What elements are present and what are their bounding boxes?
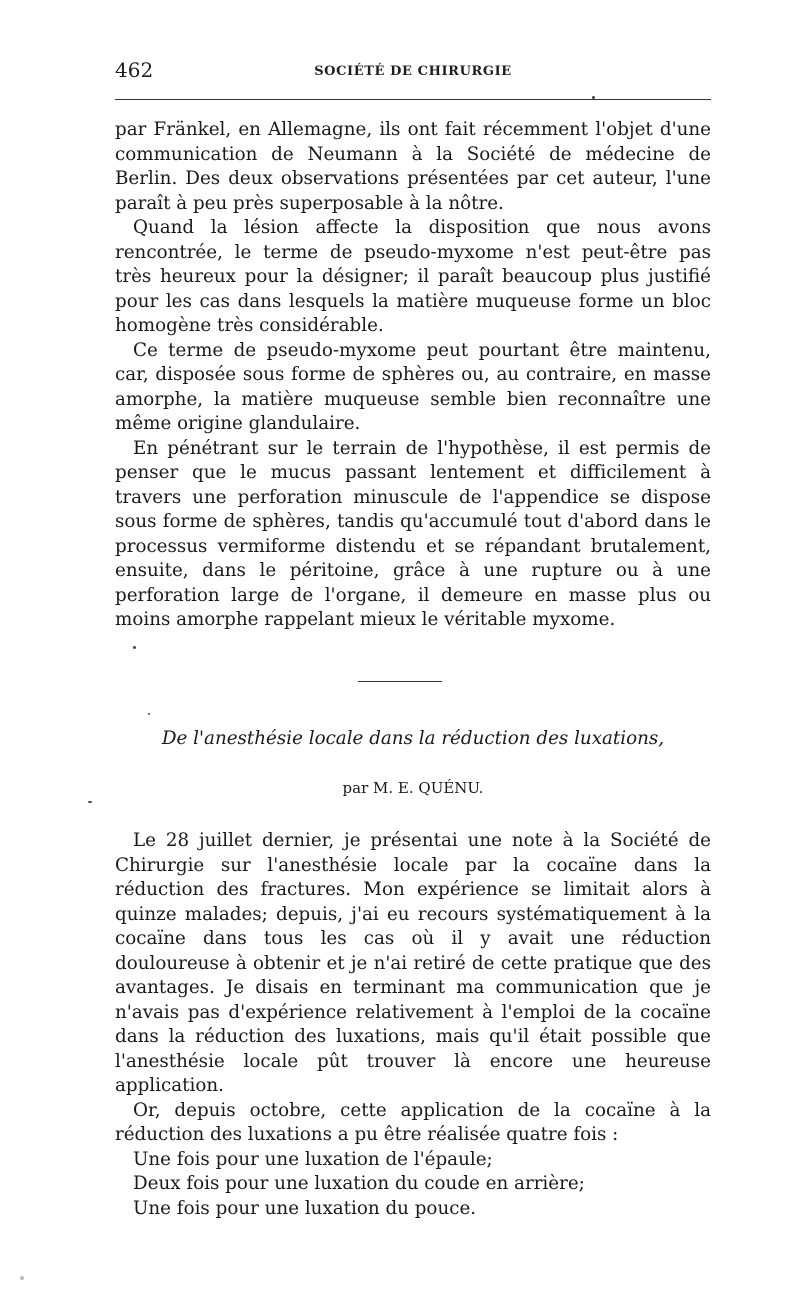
print-speck (592, 96, 595, 99)
article-byline: par M. E. QUÉNU. (342, 779, 484, 797)
print-speck (148, 713, 150, 715)
print-speck (88, 801, 92, 803)
article2-body (115, 829, 711, 1221)
paragraph: En pénétrant sur le terrain de l'hypothèse, il est permis de penser que le mucus passant lentement et difficilement à travers une perforation minuscule de l'appendice se dispose sous forme de sphères, tandis qu'accumulé tout d'abord dans le processus vermiforme distendu et se répandant brutalement, ensuite, dans le péritoine, grâce à une rupture ou à une perforation large de l'organe, il demeure en masse plus ou moins amorphe rappelant mieux le véritable myxome. (115, 437, 711, 630)
print-speck (20, 1276, 24, 1280)
article1-body (115, 118, 711, 633)
paragraph: Or, depuis octobre, cette application de la cocaïne à la réduction des luxations a pu être réalisée quatre fois : (115, 1099, 711, 1145)
paragraph: par Fränkel, en Allemagne, ils ont fait récemment l'objet d'une communication de Neumann à la Société de médecine de Berlin. Des deux observations présentées par cet auteur, l'une paraît à peu près superposable à la nôtre. (115, 119, 711, 214)
page-number: 462 (115, 58, 154, 82)
paragraph: Le 28 juillet dernier, je présentai une note à la Société de Chirurgie sur l'anesthésie locale par la cocaïne dans la réduction des fractures. Mon expérience se limitait alors à quinze malades; depuis, j'ai eu recours systématiquement à la cocaïne dans tous les cas où il y avait une réduction douloureuse à obtenir et je n'ai retiré de cette pratique que des avantages. Je disais en terminant ma communication que je n'avais pas d'expérience relativement à l'emploi de la cocaïne dans la réduction des luxations, mais qu'il était possible que l'anesthésie locale pût trouver là encore une heureuse application. (115, 830, 711, 1096)
list-item: Une fois pour une luxation du pouce. (133, 1197, 477, 1219)
running-title: SOCIÉTÉ DE CHIRURGIE (314, 64, 512, 79)
header-rule (115, 99, 711, 100)
list-item: Une fois pour une luxation de l'épaule; (133, 1148, 493, 1170)
page-header (115, 58, 711, 86)
paragraph: Quand la lésion affecte la disposition que nous avons rencontrée, le terme de pseudo-myxome n'est peut-être pas très heureux pour la désigner; il paraît beaucoup plus justifié pour les cas dans lesquels la matière muqueuse forme un bloc homogène très considérable. (115, 217, 711, 336)
article-title: De l'anesthésie locale dans la réduction des luxations, (161, 728, 665, 749)
section-divider (358, 681, 442, 682)
print-speck (133, 646, 136, 649)
list-item: Deux fois pour une luxation du coude en arrière; (133, 1173, 585, 1194)
paragraph: Ce terme de pseudo-myxome peut pourtant être maintenu, car, disposée sous forme de sphères ou, au contraire, en masse amorphe, la matière muqueuse semble bien reconnaître une même origine glandulaire. (115, 339, 711, 434)
